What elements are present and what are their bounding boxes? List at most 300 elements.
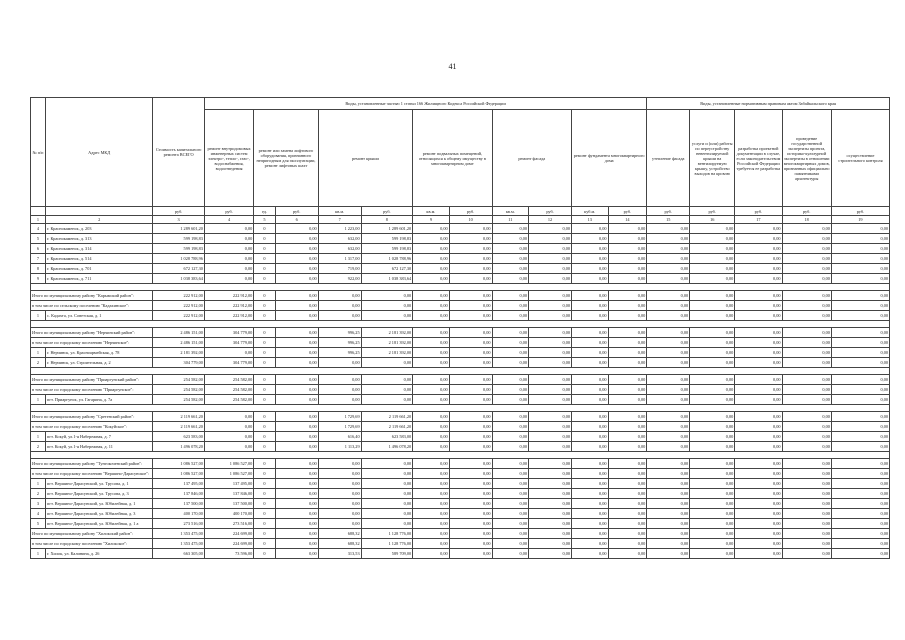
value-cell: 0,00 bbox=[449, 432, 492, 442]
value-cell: 0,00 bbox=[647, 358, 690, 368]
value-cell: 0,00 bbox=[572, 328, 609, 338]
value-cell: 0,00 bbox=[361, 519, 413, 529]
value-cell: 0,00 bbox=[492, 254, 529, 264]
value-cell: 0,00 bbox=[449, 224, 492, 234]
value-cell: 0,00 bbox=[782, 254, 831, 264]
unit-cell: ед. bbox=[254, 207, 275, 216]
value-cell: 0,00 bbox=[608, 499, 647, 509]
table-row bbox=[31, 224, 890, 234]
value-cell: 0 bbox=[254, 489, 275, 499]
value-cell: 222 912,00 bbox=[153, 301, 205, 311]
value-cell: 0,00 bbox=[572, 338, 609, 348]
value-cell: 0,00 bbox=[275, 385, 318, 395]
value-cell: 0,00 bbox=[572, 301, 609, 311]
value-cell: 0,00 bbox=[361, 375, 413, 385]
value-cell: 224 699,00 bbox=[204, 529, 253, 539]
column-number-cell: 8 bbox=[361, 216, 413, 224]
value-cell: 0,00 bbox=[492, 499, 529, 509]
value-cell: 0,00 bbox=[275, 422, 318, 432]
value-cell: 0 bbox=[254, 549, 275, 559]
row-number: 2 bbox=[31, 358, 46, 368]
value-cell: 0,00 bbox=[449, 311, 492, 321]
value-cell: 0,00 bbox=[735, 395, 782, 405]
value-cell: 0,00 bbox=[204, 224, 253, 234]
value-cell: 0,00 bbox=[318, 519, 361, 529]
value-cell: 0,00 bbox=[608, 489, 647, 499]
capital-repair-table bbox=[30, 97, 890, 559]
value-cell: 0,00 bbox=[690, 432, 735, 442]
value-cell: 0,00 bbox=[690, 291, 735, 301]
subtotal-row bbox=[31, 529, 890, 539]
value-cell: 0,00 bbox=[318, 489, 361, 499]
value-cell: 0,00 bbox=[572, 385, 609, 395]
value-cell: 0,00 bbox=[735, 338, 782, 348]
value-cell: 0,00 bbox=[572, 422, 609, 432]
value-cell: 0,00 bbox=[529, 338, 572, 348]
value-cell: 0,00 bbox=[449, 459, 492, 469]
value-cell: 0,00 bbox=[831, 291, 889, 301]
value-cell: 0,00 bbox=[608, 264, 647, 274]
value-cell: 922,00 bbox=[318, 274, 361, 284]
value-cell: 0,00 bbox=[275, 274, 318, 284]
value-cell: 0,00 bbox=[572, 311, 609, 321]
header-group-federal: Виды, установленные частью 1 статьи 166 Жилищного Кодекса Российской Федерации bbox=[204, 98, 646, 110]
value-cell: 0,00 bbox=[449, 395, 492, 405]
value-cell: 0 bbox=[254, 301, 275, 311]
value-cell: 0,00 bbox=[572, 224, 609, 234]
value-cell: 672 127,30 bbox=[361, 264, 413, 274]
value-cell: 0,00 bbox=[608, 422, 647, 432]
value-cell: 0,00 bbox=[492, 358, 529, 368]
value-cell: 137 846,00 bbox=[153, 489, 205, 499]
row-number: 1 bbox=[31, 432, 46, 442]
address-cell: пгт. Вершино-Дарасунский, ул. Юбилейная, д. 3 bbox=[46, 509, 153, 519]
value-cell: 0,00 bbox=[782, 442, 831, 452]
address-cell: пгт. Вершино-Дарасунский, ул. Юбилейная, д. 1 bbox=[46, 499, 153, 509]
value-cell: 0,00 bbox=[831, 509, 889, 519]
value-cell: 0,00 bbox=[204, 432, 253, 442]
value-cell: 0,00 bbox=[690, 385, 735, 395]
value-cell: 632,00 bbox=[318, 244, 361, 254]
column-number-cell: 5 bbox=[254, 216, 275, 224]
value-cell: 0,00 bbox=[608, 479, 647, 489]
row-number: 2 bbox=[31, 442, 46, 452]
value-cell: 0,00 bbox=[608, 338, 647, 348]
value-cell: 254 582,00 bbox=[153, 375, 205, 385]
value-cell: 0 bbox=[254, 234, 275, 244]
row-number: 8 bbox=[31, 264, 46, 274]
value-cell: 0,00 bbox=[690, 549, 735, 559]
value-cell: 0,00 bbox=[275, 529, 318, 539]
value-cell: 0,00 bbox=[275, 489, 318, 499]
header-roof-conversion: услуги и (или) работы по переустройству невентилируемой крыши на вентилируемую крышу, устройство выходов на кровлю bbox=[690, 110, 735, 207]
table-row bbox=[31, 519, 890, 529]
value-cell: 0,00 bbox=[361, 469, 413, 479]
value-cell: 1 289 601,20 bbox=[361, 224, 413, 234]
value-cell: 0,00 bbox=[318, 311, 361, 321]
value-cell: 1 028 788,96 bbox=[361, 254, 413, 264]
value-cell: 0,00 bbox=[318, 395, 361, 405]
value-cell: 0,00 bbox=[413, 224, 450, 234]
value-cell: 222 912,00 bbox=[204, 311, 253, 321]
value-cell: 599 198,83 bbox=[361, 234, 413, 244]
column-numbers-row bbox=[31, 216, 890, 224]
value-cell: 0,00 bbox=[608, 432, 647, 442]
value-cell: 0,00 bbox=[529, 459, 572, 469]
value-cell: 0,00 bbox=[413, 412, 450, 422]
value-cell: 996,25 bbox=[318, 338, 361, 348]
value-cell: 0,00 bbox=[831, 549, 889, 559]
value-cell: 0,00 bbox=[492, 395, 529, 405]
value-cell: 0,00 bbox=[782, 549, 831, 559]
unit-cell: руб. bbox=[782, 207, 831, 216]
value-cell: 0,00 bbox=[782, 459, 831, 469]
value-cell: 0 bbox=[254, 311, 275, 321]
value-cell: 0,00 bbox=[529, 244, 572, 254]
value-cell: 0,00 bbox=[572, 234, 609, 244]
value-cell: 0,00 bbox=[572, 539, 609, 549]
value-cell: 0,00 bbox=[361, 489, 413, 499]
value-cell: 0,00 bbox=[647, 479, 690, 489]
value-cell: 0,00 bbox=[647, 529, 690, 539]
value-cell: 0,00 bbox=[449, 385, 492, 395]
value-cell: 0 bbox=[254, 274, 275, 284]
value-cell: 0,00 bbox=[572, 529, 609, 539]
value-cell: 0,00 bbox=[782, 328, 831, 338]
value-cell: 0,00 bbox=[492, 224, 529, 234]
value-cell: 0,00 bbox=[361, 479, 413, 489]
value-cell: 0,00 bbox=[782, 385, 831, 395]
value-cell: 0,00 bbox=[647, 328, 690, 338]
value-cell: 1 113,29 bbox=[318, 442, 361, 452]
value-cell: 0,00 bbox=[413, 338, 450, 348]
value-cell: 0,00 bbox=[529, 479, 572, 489]
value-cell: 0,00 bbox=[690, 224, 735, 234]
value-cell: 0,00 bbox=[831, 489, 889, 499]
value-cell: 1 086 527,00 bbox=[204, 469, 253, 479]
value-cell: 2 486 151,00 bbox=[153, 328, 205, 338]
unit-cell: руб. bbox=[449, 207, 492, 216]
value-cell: 0,00 bbox=[831, 375, 889, 385]
spacer-row bbox=[31, 284, 890, 291]
value-cell: 0,00 bbox=[572, 509, 609, 519]
value-cell: 0,00 bbox=[449, 509, 492, 519]
address-cell: с. Кадахта, ул. Советская, д. 1 bbox=[46, 311, 153, 321]
subtotal-row bbox=[31, 385, 890, 395]
value-cell: 0,00 bbox=[831, 395, 889, 405]
value-cell: 0,00 bbox=[647, 244, 690, 254]
column-number-cell: 11 bbox=[492, 216, 529, 224]
value-cell: 0,00 bbox=[647, 459, 690, 469]
unit-cell: кв.м. bbox=[492, 207, 529, 216]
value-cell: 0,00 bbox=[572, 549, 609, 559]
row-number: 1 bbox=[31, 348, 46, 358]
value-cell: 663 305,00 bbox=[153, 549, 205, 559]
value-cell: 0,00 bbox=[413, 499, 450, 509]
value-cell: 0,00 bbox=[831, 412, 889, 422]
value-cell: 0,00 bbox=[529, 432, 572, 442]
value-cell: 2 486 151,00 bbox=[153, 338, 205, 348]
value-cell: 0,00 bbox=[361, 301, 413, 311]
spacer-cell bbox=[31, 452, 890, 459]
value-cell: 0,00 bbox=[318, 301, 361, 311]
value-cell: 0,00 bbox=[735, 291, 782, 301]
value-cell: 0,00 bbox=[413, 395, 450, 405]
column-number-cell: 2 bbox=[46, 216, 153, 224]
subtotal-label: Итого по муниципальному району "Сретенский район": bbox=[31, 412, 153, 422]
value-cell: 0,00 bbox=[275, 224, 318, 234]
value-cell: 0,00 bbox=[608, 412, 647, 422]
value-cell: 0,00 bbox=[690, 254, 735, 264]
value-cell: 0,00 bbox=[318, 509, 361, 519]
value-cell: 0,00 bbox=[782, 529, 831, 539]
subtotal-row bbox=[31, 375, 890, 385]
value-cell: 0,00 bbox=[529, 254, 572, 264]
value-cell: 0,00 bbox=[204, 412, 253, 422]
header-construction-control: осуществление строительного контроля bbox=[831, 110, 889, 207]
value-cell: 0,00 bbox=[413, 254, 450, 264]
value-cell: 0,00 bbox=[449, 539, 492, 549]
value-cell: 0,00 bbox=[275, 442, 318, 452]
value-cell: 688,32 bbox=[318, 539, 361, 549]
value-cell: 0,00 bbox=[647, 519, 690, 529]
value-cell: 0,00 bbox=[361, 385, 413, 395]
value-cell: 0,00 bbox=[449, 442, 492, 452]
value-cell: 0,00 bbox=[318, 469, 361, 479]
value-cell: 0,00 bbox=[275, 234, 318, 244]
value-cell: 0,00 bbox=[275, 412, 318, 422]
value-cell: 0,00 bbox=[529, 274, 572, 284]
value-cell: 0,00 bbox=[735, 234, 782, 244]
value-cell: 2 181 392,00 bbox=[361, 328, 413, 338]
value-cell: 0,00 bbox=[275, 291, 318, 301]
unit-cell: руб. bbox=[275, 207, 318, 216]
unit-cell: руб. bbox=[204, 207, 253, 216]
table-row bbox=[31, 264, 890, 274]
value-cell: 0,00 bbox=[782, 422, 831, 432]
value-cell: 0,00 bbox=[647, 338, 690, 348]
value-cell: 0,00 bbox=[572, 358, 609, 368]
address-cell: пгт. Кокуй, ул.1-я Набережная, д. 11 bbox=[46, 442, 153, 452]
value-cell: 0 bbox=[254, 442, 275, 452]
value-cell: 0,00 bbox=[361, 291, 413, 301]
subtotal-label: Итого по муниципальному району "Нерчинский район": bbox=[31, 328, 153, 338]
value-cell: 0,00 bbox=[690, 395, 735, 405]
value-cell: 0,00 bbox=[413, 328, 450, 338]
header-insulation: утепление фасада bbox=[647, 110, 690, 207]
subtotal-label: в том числе по городскому поселению "Вершино-Дарасунское": bbox=[31, 469, 153, 479]
value-cell: 0,00 bbox=[608, 358, 647, 368]
value-cell: 0,00 bbox=[690, 529, 735, 539]
value-cell: 0,00 bbox=[608, 234, 647, 244]
value-cell: 0,00 bbox=[413, 509, 450, 519]
value-cell: 0,00 bbox=[735, 539, 782, 549]
value-cell: 224 699,00 bbox=[204, 539, 253, 549]
spacer-cell bbox=[31, 284, 890, 291]
value-cell: 0,00 bbox=[413, 301, 450, 311]
row-number: 1 bbox=[31, 395, 46, 405]
value-cell: 0,00 bbox=[275, 479, 318, 489]
spacer-row bbox=[31, 321, 890, 328]
value-cell: 0,00 bbox=[735, 529, 782, 539]
value-cell: 0,00 bbox=[647, 375, 690, 385]
value-cell: 0,00 bbox=[647, 264, 690, 274]
value-cell: 0,00 bbox=[529, 422, 572, 432]
value-cell: 0,00 bbox=[608, 442, 647, 452]
table-row bbox=[31, 442, 890, 452]
value-cell: 616,40 bbox=[318, 432, 361, 442]
value-cell: 0,00 bbox=[449, 412, 492, 422]
value-cell: 0,00 bbox=[275, 254, 318, 264]
value-cell: 0,00 bbox=[492, 348, 529, 358]
spacer-cell bbox=[31, 321, 890, 328]
value-cell: 0,00 bbox=[449, 519, 492, 529]
subtotal-label: Итого по муниципальному району "Приаргунский район": bbox=[31, 375, 153, 385]
subtotal-row bbox=[31, 469, 890, 479]
value-cell: 0,00 bbox=[647, 224, 690, 234]
value-cell: 0,00 bbox=[492, 274, 529, 284]
value-cell: 0,00 bbox=[449, 328, 492, 338]
value-cell: 304 779,00 bbox=[204, 328, 253, 338]
value-cell: 0,00 bbox=[492, 509, 529, 519]
value-cell: 137 500,00 bbox=[153, 499, 205, 509]
value-cell: 672 127,30 bbox=[153, 264, 205, 274]
row-number: 4 bbox=[31, 509, 46, 519]
value-cell: 0,00 bbox=[413, 432, 450, 442]
value-cell: 0,00 bbox=[492, 264, 529, 274]
subtotal-label: в том числе по городскому поселению "Хилокское": bbox=[31, 539, 153, 549]
value-cell: 0,00 bbox=[361, 509, 413, 519]
value-cell: 0,00 bbox=[529, 328, 572, 338]
value-cell: 0,00 bbox=[647, 509, 690, 519]
value-cell: 0,00 bbox=[782, 375, 831, 385]
value-cell: 0,00 bbox=[413, 422, 450, 432]
value-cell: 0,00 bbox=[204, 254, 253, 264]
value-cell: 0,00 bbox=[647, 385, 690, 395]
value-cell: 0,00 bbox=[647, 395, 690, 405]
value-cell: 0,00 bbox=[735, 375, 782, 385]
value-cell: 0,00 bbox=[275, 358, 318, 368]
value-cell: 0 bbox=[254, 328, 275, 338]
value-cell: 0,00 bbox=[492, 244, 529, 254]
value-cell: 0,00 bbox=[275, 328, 318, 338]
column-number-cell: 9 bbox=[413, 216, 450, 224]
value-cell: 0,00 bbox=[608, 529, 647, 539]
value-cell: 0,00 bbox=[735, 328, 782, 338]
value-cell: 0,00 bbox=[413, 385, 450, 395]
value-cell: 0,00 bbox=[492, 338, 529, 348]
value-cell: 0,00 bbox=[529, 375, 572, 385]
subtotal-row bbox=[31, 422, 890, 432]
value-cell: 0,00 bbox=[449, 529, 492, 539]
column-number-cell: 4 bbox=[204, 216, 253, 224]
header-design-docs: разработка проектной документации в случае, если законодательством Российской Федерации требуется ее разработка bbox=[735, 110, 782, 207]
value-cell: 0,00 bbox=[204, 442, 253, 452]
value-cell: 0,00 bbox=[782, 519, 831, 529]
value-cell: 0,00 bbox=[831, 358, 889, 368]
column-number-cell: 18 bbox=[782, 216, 831, 224]
value-cell: 137 500,00 bbox=[204, 499, 253, 509]
value-cell: 0,00 bbox=[831, 442, 889, 452]
column-number-cell: 1 bbox=[31, 216, 46, 224]
value-cell: 0,00 bbox=[608, 395, 647, 405]
address-cell: г. Краснокаменск, д. 514 bbox=[46, 254, 153, 264]
value-cell: 0,00 bbox=[831, 254, 889, 264]
value-cell: 0,00 bbox=[690, 244, 735, 254]
value-cell: 1 729,69 bbox=[318, 412, 361, 422]
value-cell: 1 353 475,00 bbox=[153, 529, 205, 539]
value-cell: 0,00 bbox=[318, 459, 361, 469]
value-cell: 0,00 bbox=[690, 338, 735, 348]
value-cell: 0,00 bbox=[690, 469, 735, 479]
table-row bbox=[31, 549, 890, 559]
value-cell: 0,00 bbox=[782, 509, 831, 519]
value-cell: 0,00 bbox=[782, 224, 831, 234]
value-cell: 0,00 bbox=[529, 224, 572, 234]
value-cell: 0,00 bbox=[361, 459, 413, 469]
value-cell: 0,00 bbox=[608, 348, 647, 358]
value-cell: 0 bbox=[254, 469, 275, 479]
value-cell: 0,00 bbox=[529, 442, 572, 452]
value-cell: 0,00 bbox=[275, 264, 318, 274]
subtotal-row bbox=[31, 338, 890, 348]
value-cell: 2 181 392,00 bbox=[361, 348, 413, 358]
subtotal-row bbox=[31, 328, 890, 338]
value-cell: 0,00 bbox=[735, 509, 782, 519]
column-number-cell: 16 bbox=[690, 216, 735, 224]
table-row bbox=[31, 234, 890, 244]
address-cell: г. Краснокаменск, д. 203 bbox=[46, 224, 153, 234]
units-row bbox=[31, 207, 890, 216]
value-cell: 0,00 bbox=[690, 375, 735, 385]
row-number: 6 bbox=[31, 244, 46, 254]
value-cell: 0,00 bbox=[782, 338, 831, 348]
value-cell: 0,00 bbox=[361, 395, 413, 405]
value-cell: 0,00 bbox=[735, 459, 782, 469]
value-cell: 0,00 bbox=[449, 499, 492, 509]
value-cell: 0,00 bbox=[318, 358, 361, 368]
value-cell: 1 028 788,96 bbox=[153, 254, 205, 264]
value-cell: 0,00 bbox=[413, 489, 450, 499]
subtotal-row bbox=[31, 539, 890, 549]
value-cell: 137 846,00 bbox=[204, 489, 253, 499]
address-cell: пгт. Приаргунск, ул. Гагарина, д. 7а bbox=[46, 395, 153, 405]
value-cell: 0,00 bbox=[413, 311, 450, 321]
header-basement: ремонт подвальных помещений, относящихся к общему имуществу в многоквартирном доме bbox=[413, 110, 492, 207]
value-cell: 0,00 bbox=[647, 254, 690, 264]
value-cell: 254 582,00 bbox=[153, 385, 205, 395]
value-cell: 0,00 bbox=[608, 549, 647, 559]
spacer-row bbox=[31, 405, 890, 412]
header-row-number: № п/п bbox=[31, 98, 46, 207]
value-cell: 0,00 bbox=[492, 549, 529, 559]
value-cell: 2 119 661,20 bbox=[153, 422, 205, 432]
value-cell: 0,00 bbox=[492, 301, 529, 311]
value-cell: 0,00 bbox=[204, 274, 253, 284]
value-cell: 0 bbox=[254, 348, 275, 358]
spacer-row bbox=[31, 368, 890, 375]
value-cell: 0,00 bbox=[647, 442, 690, 452]
value-cell: 137 495,00 bbox=[204, 479, 253, 489]
header-expertise: проведение государственной экспертизы проекта, историко-культурной экспертизы в отношении многоквартирных домов, признанных официально памятниками архитектуры bbox=[782, 110, 831, 207]
value-cell: 0,00 bbox=[361, 499, 413, 509]
value-cell: 0,00 bbox=[529, 539, 572, 549]
value-cell: 0,00 bbox=[690, 499, 735, 509]
value-cell: 0,00 bbox=[529, 311, 572, 321]
value-cell: 0,00 bbox=[831, 328, 889, 338]
value-cell: 0,00 bbox=[647, 291, 690, 301]
value-cell: 0,00 bbox=[449, 301, 492, 311]
